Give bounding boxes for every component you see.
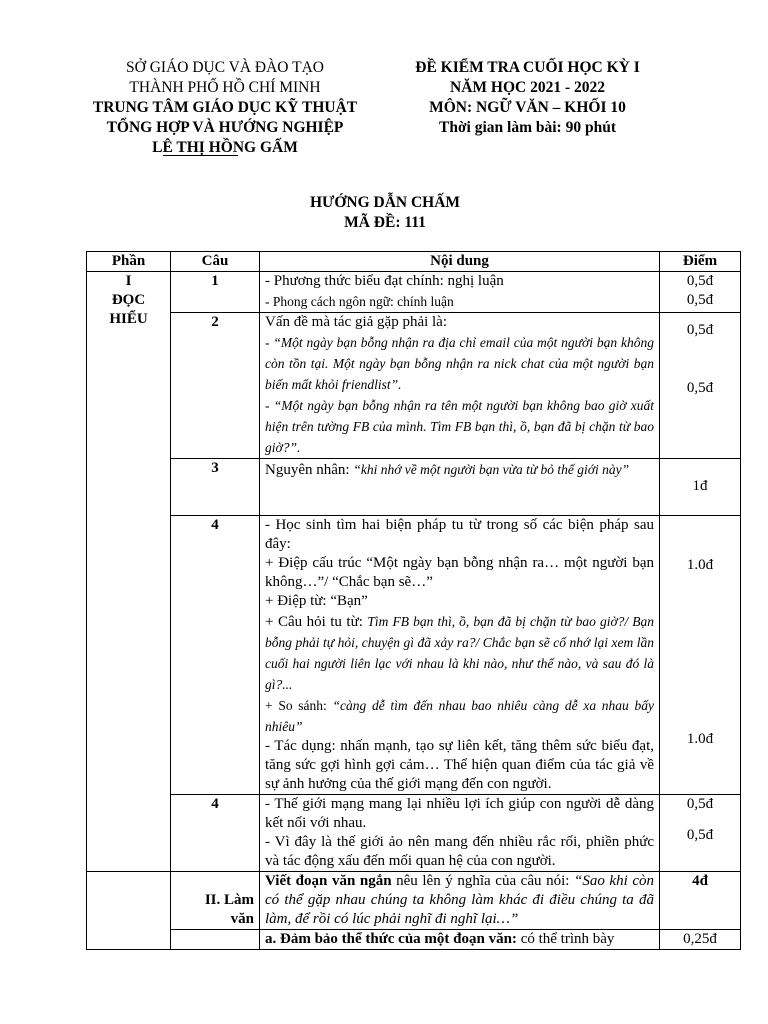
header-divider [163, 155, 238, 156]
answer-label: + Câu hỏi tu từ: [265, 614, 368, 630]
header-right-line4: Thời gian làm bài: 90 phút [439, 119, 616, 136]
score-cell [660, 930, 741, 950]
score-cell [660, 459, 741, 516]
score-value: 1.0đ [686, 557, 714, 573]
score-value: 0,5đ [686, 322, 714, 338]
guide-heading [200, 193, 570, 233]
score-value: 1.0đ [686, 731, 714, 747]
criterion-label: a. Đảm bảo thể thức của một đoạn văn: [265, 931, 517, 947]
answer-content [260, 930, 660, 950]
table-header-row [87, 252, 741, 272]
answer-quote: Tìm FB bạn thì, ồ, bạn đã bị chặn từ bao giờ?/ Bạn bỗng phải tự hỏi, chuyện gì đã xảy ra?/ Chắc bạn sẽ cố nhớ lại xem lần cuối hai người liên lạc với nhau là khi nào, như thế nào, và sau đó là gì?... [265, 614, 655, 692]
score-value: 0,5đ [686, 380, 714, 396]
answer-line: - Học sinh tìm hai biện pháp tu từ trong số các biện pháp sau đây: [265, 517, 654, 552]
header-part: Phần [87, 252, 171, 272]
score-value: 0,5đ [686, 827, 714, 843]
score-cell [660, 795, 741, 872]
table-row [87, 516, 741, 795]
score-value: 1đ [692, 478, 708, 494]
answer-label: Nguyên nhân: [265, 462, 354, 478]
table-row [87, 313, 741, 459]
answer-content [260, 313, 660, 459]
answer-label: + So sánh: [265, 698, 333, 713]
table-row [87, 795, 741, 872]
part-writing-name1: II. Làm [204, 892, 254, 908]
part-writing-spacer [87, 872, 171, 950]
answer-content [260, 872, 660, 930]
part-reading-name1: ĐỌC [111, 292, 146, 308]
answer-line: - “Một ngày bạn bỗng nhận ra tên một người bạn không bao giờ xuất hiện trên tường FB của mình. Tìm FB bạn thì, ồ, bạn đã bị chặn từ bao giờ?”. [265, 398, 654, 455]
score-value: 0,5đ [686, 796, 714, 812]
answer-content [260, 272, 660, 313]
task-label: Viết đoạn văn ngắn [265, 873, 392, 889]
question-number: 1 [171, 272, 260, 313]
header-left-line3: TRUNG TÂM GIÁO DỤC KỸ THUẬT [92, 99, 358, 116]
header-left-line5: LÊ THỊ HỒNG GẤM [152, 139, 298, 156]
table-row [87, 872, 741, 930]
header-right-line1: ĐỀ KIỂM TRA CUỐI HỌC KỲ I [415, 59, 640, 76]
criterion-text: có thể trình bày [516, 931, 615, 947]
header-right-line3: MÔN: NGỮ VĂN – KHỐI 10 [429, 99, 626, 116]
score-value: 0,5đ [686, 292, 714, 308]
answer-line: - Vì đây là thế giới ảo nên mang đến nhiều rắc rối, phiền phức và tác động xấu đến mối quan hệ của con người. [265, 834, 654, 869]
header-left [70, 58, 380, 158]
question-number: 4 [171, 795, 260, 872]
table-row [87, 930, 741, 950]
answer-line: + Điệp từ: “Bạn” [265, 593, 368, 609]
header-left-line1: SỞ GIÁO DỤC VÀ ĐÀO TẠO [126, 59, 324, 76]
task-quote: “Sao khi còn có thể gặp nhau chúng ta không làm khác đi điều chúng ta đã làm, để rồi có lúc phải nghĩ đi nghĩ lại…” [265, 873, 654, 927]
answer-line: Vấn đề mà tác giả gặp phải là: [265, 314, 448, 330]
grading-table [86, 251, 741, 950]
answer-quote: “càng dễ tìm đến nhau bao nhiêu càng dễ xa nhau bấy nhiêu” [265, 698, 654, 734]
answer-line: + Điệp cấu trúc “Một ngày bạn bỗng nhận ra… một người bạn không…”/ “Chắc bạn sẽ…” [265, 555, 654, 590]
empty-cell [171, 930, 260, 950]
score-cell [660, 272, 741, 313]
header-right [395, 58, 660, 138]
answer-line: - Tác dụng: nhấn mạnh, tạo sự liên kết, tăng thêm sức biểu đạt, tăng sức gợi hình gợi cảm… Thể hiện quan điểm của tác giả về sự ảnh hưởng của thế giới mạng đến con người. [265, 738, 654, 792]
score-cell [660, 872, 741, 930]
guide-title: HƯỚNG DẪN CHẤM [309, 194, 461, 211]
answer-line: - “Một ngày bạn bỗng nhận ra địa chỉ email của một người bạn không còn tồn tại. Một ngày bạn bỗng nhận ra nick chat của một người bạn biến mất khỏi friendlist”. [265, 335, 654, 392]
score-value: 4đ [692, 873, 708, 889]
part-writing [171, 872, 260, 930]
answer-content [260, 459, 660, 516]
part-writing-name2: văn [230, 911, 254, 927]
score-cell [660, 313, 741, 459]
header-score: Điểm [660, 252, 741, 272]
guide-code: MÃ ĐỀ: 111 [344, 214, 426, 231]
part-reading [87, 272, 171, 872]
answer-quote: “khi nhớ về một người bạn vừa từ bỏ thế giới này” [353, 462, 630, 477]
score-value: 0,25đ [683, 931, 717, 947]
score-value: 0,5đ [686, 273, 714, 289]
header-right-line2: NĂM HỌC 2021 - 2022 [450, 79, 605, 96]
question-number: 3 [171, 459, 260, 516]
question-number: 4 [171, 516, 260, 795]
question-number: 2 [171, 313, 260, 459]
answer-line: - Phương thức biểu đạt chính: nghị luận [265, 273, 504, 289]
header-question: Câu [171, 252, 260, 272]
answer-line: - Thế giới mạng mang lại nhiều lợi ích giúp con người dễ dàng kết nối với nhau. [265, 796, 654, 831]
part-reading-name2: HIỂU [109, 311, 148, 327]
table-row [87, 272, 741, 313]
table-row [87, 459, 741, 516]
header-left-line2: THÀNH PHỐ HỒ CHÍ MINH [129, 79, 321, 96]
header-left-line4: TỔNG HỢP VÀ HƯỚNG NGHIỆP [106, 119, 344, 136]
header-content: Nội dung [260, 252, 660, 272]
answer-content [260, 795, 660, 872]
answer-content [260, 516, 660, 795]
part-reading-num: I [125, 273, 132, 289]
answer-line: - Phong cách ngôn ngữ: chính luận [265, 294, 454, 309]
task-text: nêu lên ý nghĩa của câu nói: [391, 873, 574, 889]
score-cell [660, 516, 741, 795]
